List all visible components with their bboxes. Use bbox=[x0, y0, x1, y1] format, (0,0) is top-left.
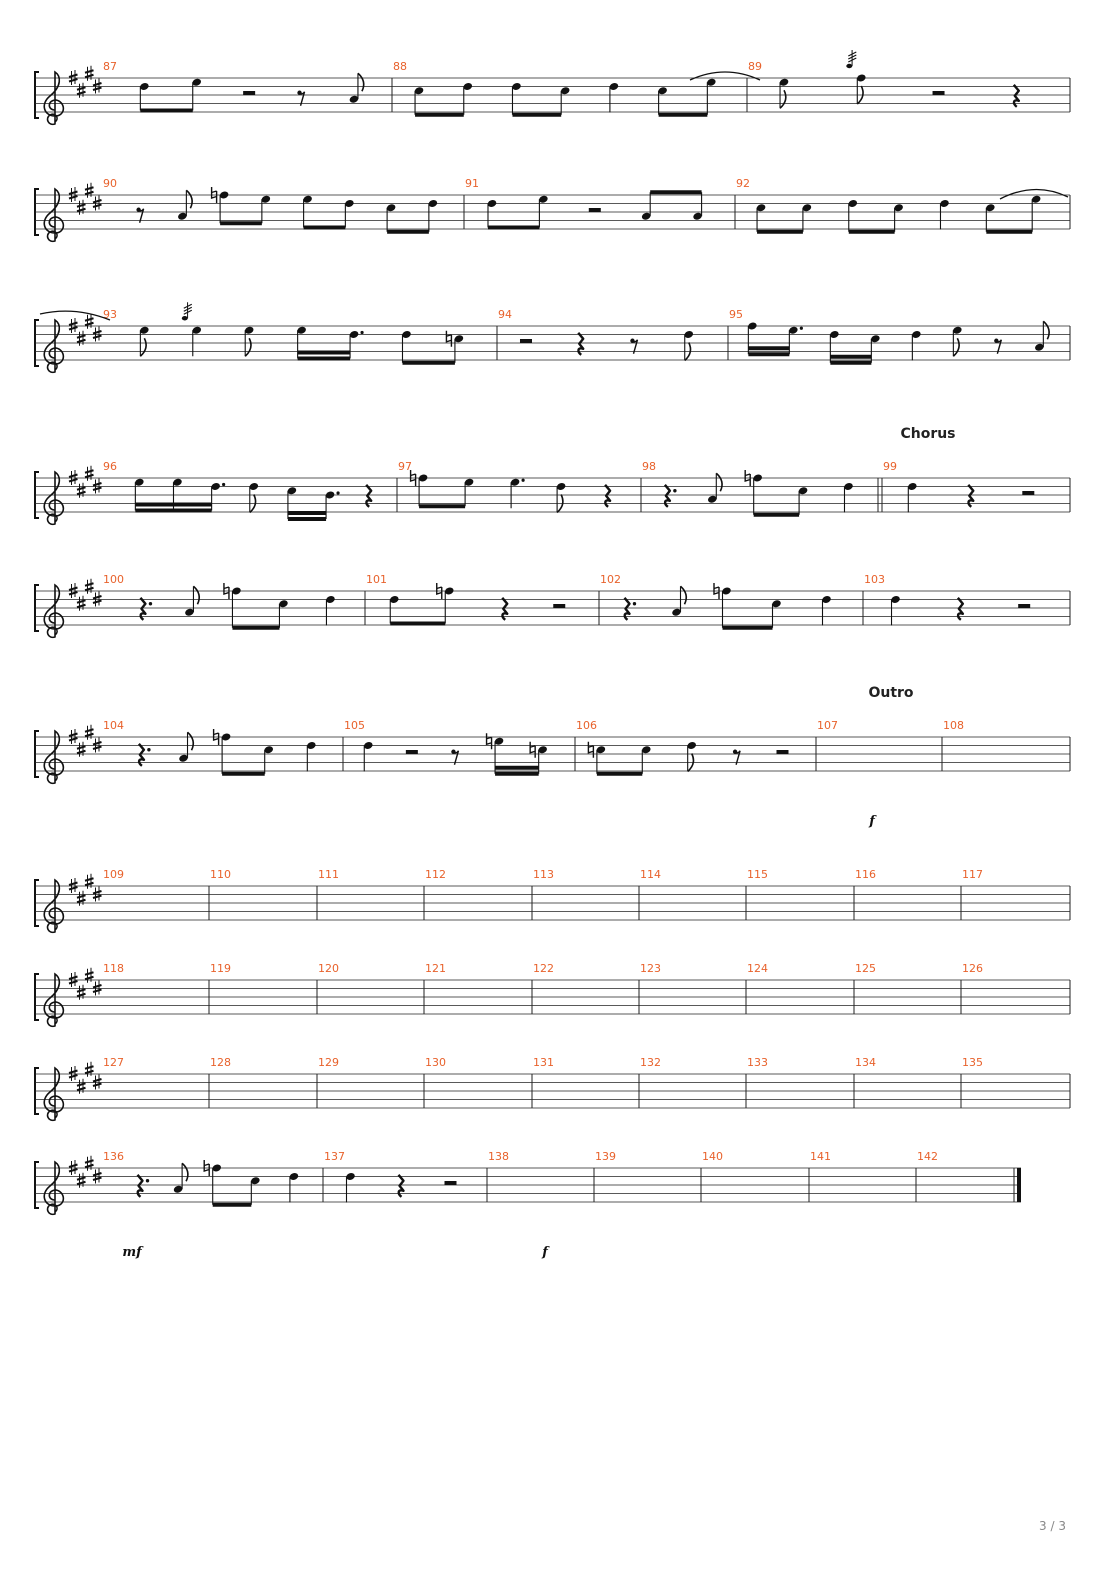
measure-number: 89 bbox=[748, 60, 762, 73]
rest-dot bbox=[147, 748, 150, 751]
key-sharp-icon bbox=[69, 972, 78, 987]
measure-number: 141 bbox=[810, 1150, 831, 1163]
key-sharp-icon bbox=[69, 583, 78, 598]
measure-number: 124 bbox=[747, 962, 768, 975]
grace-slash bbox=[848, 52, 856, 62]
note-dot bbox=[522, 479, 525, 482]
key-sharp-icon bbox=[69, 729, 78, 744]
treble-clef-icon bbox=[44, 72, 63, 124]
measure-number: 122 bbox=[533, 962, 554, 975]
measure-number: 112 bbox=[425, 868, 446, 881]
half-rest bbox=[553, 604, 565, 608]
key-sharp-icon bbox=[69, 70, 78, 85]
note-flag bbox=[358, 73, 364, 91]
key-sharp-icon bbox=[85, 968, 94, 983]
measure-number: 117 bbox=[962, 868, 983, 881]
measure-number: 132 bbox=[640, 1056, 661, 1069]
grace-note bbox=[182, 316, 188, 320]
measure-number: 100 bbox=[103, 573, 124, 586]
staff-system bbox=[35, 868, 1070, 932]
staff-system bbox=[35, 50, 1070, 124]
measure-number: 118 bbox=[103, 962, 124, 975]
measure-number: 133 bbox=[747, 1056, 768, 1069]
key-sharp-icon bbox=[77, 1173, 86, 1188]
key-sharp-icon bbox=[85, 183, 94, 198]
rest-dot bbox=[673, 489, 676, 492]
key-sharp-icon bbox=[93, 1169, 102, 1184]
key-sharp-icon bbox=[77, 742, 86, 757]
measure-number: 90 bbox=[103, 177, 117, 190]
treble-clef-icon bbox=[44, 320, 63, 372]
key-sharp-icon bbox=[77, 200, 86, 215]
key-sharp-icon bbox=[69, 470, 78, 485]
note-dot bbox=[336, 491, 339, 494]
measure-number: 125 bbox=[855, 962, 876, 975]
grace-slash bbox=[184, 304, 192, 314]
measure-number: 139 bbox=[595, 1150, 616, 1163]
note-flag bbox=[780, 90, 786, 108]
measure-number: 107 bbox=[817, 719, 838, 732]
measure-number: 88 bbox=[393, 60, 407, 73]
measure-number: 134 bbox=[855, 1056, 876, 1069]
rest-dot bbox=[633, 602, 636, 605]
measure-number: 105 bbox=[344, 719, 365, 732]
half-rest bbox=[776, 750, 788, 754]
measure-number: 106 bbox=[576, 719, 597, 732]
measure-number: 115 bbox=[747, 868, 768, 881]
section-label: Chorus bbox=[900, 426, 956, 442]
measure-number: 142 bbox=[917, 1150, 938, 1163]
staff-system bbox=[35, 177, 1070, 241]
half-rest bbox=[243, 91, 255, 95]
treble-clef-icon bbox=[44, 731, 63, 783]
key-sharp-icon bbox=[77, 596, 86, 611]
key-sharp-icon bbox=[93, 79, 102, 94]
key-sharp-icon bbox=[85, 66, 94, 81]
measure-number: 136 bbox=[103, 1150, 124, 1163]
measure-number: 94 bbox=[498, 308, 512, 321]
treble-clef-icon bbox=[44, 1068, 63, 1120]
treble-clef-icon bbox=[44, 1162, 63, 1214]
key-sharp-icon bbox=[93, 887, 102, 902]
note-flag bbox=[182, 1163, 188, 1181]
half-rest bbox=[933, 91, 945, 95]
treble-clef-icon bbox=[44, 974, 63, 1026]
key-sharp-icon bbox=[93, 592, 102, 607]
measure-number: 101 bbox=[366, 573, 387, 586]
key-sharp-icon bbox=[69, 318, 78, 333]
key-sharp-icon bbox=[85, 314, 94, 329]
key-sharp-icon bbox=[77, 1079, 86, 1094]
key-sharp-icon bbox=[69, 187, 78, 202]
half-rest bbox=[1018, 604, 1030, 608]
dynamic-marking: f bbox=[542, 1245, 548, 1260]
rest-dot bbox=[146, 1179, 149, 1182]
measure-number: 111 bbox=[318, 868, 339, 881]
staff-system bbox=[35, 573, 1070, 637]
staff-system bbox=[35, 1056, 1070, 1120]
measure-number: 113 bbox=[533, 868, 554, 881]
note-flag bbox=[140, 338, 146, 356]
key-sharp-icon bbox=[93, 196, 102, 211]
measure-number: 95 bbox=[729, 308, 743, 321]
dynamic-marking: mf bbox=[122, 1245, 142, 1260]
half-rest bbox=[445, 1181, 457, 1185]
note-flag bbox=[193, 586, 199, 604]
key-sharp-icon bbox=[77, 891, 86, 906]
measure-number: 87 bbox=[103, 60, 117, 73]
measure-number: 91 bbox=[465, 177, 479, 190]
half-rest bbox=[520, 339, 532, 343]
treble-clef-icon bbox=[44, 189, 63, 241]
note-flag bbox=[953, 338, 959, 356]
dynamic-marking: f bbox=[869, 814, 875, 829]
key-sharp-icon bbox=[77, 83, 86, 98]
measure-number: 102 bbox=[600, 573, 621, 586]
measure-number: 97 bbox=[398, 460, 412, 473]
key-sharp-icon bbox=[77, 331, 86, 346]
key-sharp-icon bbox=[93, 327, 102, 342]
measure-number: 109 bbox=[103, 868, 124, 881]
treble-clef-icon bbox=[44, 880, 63, 932]
key-sharp-icon bbox=[93, 479, 102, 494]
note-flag bbox=[681, 586, 687, 604]
rest-dot bbox=[149, 602, 152, 605]
note-flag bbox=[716, 473, 722, 491]
half-rest bbox=[589, 208, 601, 212]
key-sharp-icon bbox=[69, 1066, 78, 1081]
grace-note bbox=[846, 64, 852, 68]
measure-number: 116 bbox=[855, 868, 876, 881]
note-flag bbox=[188, 732, 194, 750]
natural-icon bbox=[530, 742, 535, 758]
key-sharp-icon bbox=[85, 725, 94, 740]
measure-number: 140 bbox=[702, 1150, 723, 1163]
key-sharp-icon bbox=[93, 738, 102, 753]
treble-clef-icon bbox=[44, 585, 63, 637]
key-sharp-icon bbox=[77, 985, 86, 1000]
half-rest bbox=[1022, 491, 1034, 495]
measure-number: 104 bbox=[103, 719, 124, 732]
measure-number: 120 bbox=[318, 962, 339, 975]
measure-number: 137 bbox=[324, 1150, 345, 1163]
measure-number: 119 bbox=[210, 962, 231, 975]
measure-number: 130 bbox=[425, 1056, 446, 1069]
measure-number: 121 bbox=[425, 962, 446, 975]
measure-number: 114 bbox=[640, 868, 661, 881]
key-sharp-icon bbox=[85, 1062, 94, 1077]
measure-number: 138 bbox=[488, 1150, 509, 1163]
half-rest bbox=[406, 750, 418, 754]
key-sharp-icon bbox=[69, 1160, 78, 1175]
staff-system bbox=[35, 460, 1070, 524]
section-label: Outro bbox=[868, 685, 914, 701]
measure-number: 110 bbox=[210, 868, 231, 881]
key-sharp-icon bbox=[85, 874, 94, 889]
key-sharp-icon bbox=[93, 1075, 102, 1090]
note-flag bbox=[1043, 321, 1049, 339]
measure-number: 98 bbox=[642, 460, 656, 473]
note-flag bbox=[186, 190, 192, 208]
key-sharp-icon bbox=[69, 878, 78, 893]
tie bbox=[690, 72, 760, 80]
key-sharp-icon bbox=[85, 579, 94, 594]
measure-number: 131 bbox=[533, 1056, 554, 1069]
natural-icon bbox=[588, 742, 593, 758]
key-sharp-icon bbox=[85, 466, 94, 481]
measure-number: 93 bbox=[103, 308, 117, 321]
note-dot bbox=[360, 331, 363, 334]
measure-number: 135 bbox=[962, 1056, 983, 1069]
measure-number: 129 bbox=[318, 1056, 339, 1069]
measure-number: 108 bbox=[943, 719, 964, 732]
staff-system bbox=[35, 1150, 1021, 1214]
treble-clef-icon bbox=[44, 472, 63, 524]
natural-icon bbox=[446, 331, 451, 347]
staff-system bbox=[35, 962, 1070, 1026]
key-sharp-icon bbox=[77, 483, 86, 498]
measure-number: 96 bbox=[103, 460, 117, 473]
measure-number: 99 bbox=[883, 460, 897, 473]
note-flag bbox=[245, 338, 251, 356]
staff-system bbox=[35, 719, 1070, 783]
measure-number: 127 bbox=[103, 1056, 124, 1069]
key-sharp-icon bbox=[85, 1156, 94, 1171]
natural-icon bbox=[487, 733, 492, 749]
measure-number: 103 bbox=[864, 573, 885, 586]
note-dot bbox=[222, 483, 225, 486]
measure-number: 92 bbox=[736, 177, 750, 190]
measure-number: 128 bbox=[210, 1056, 231, 1069]
note-dot bbox=[800, 327, 803, 330]
staff-system bbox=[35, 302, 1070, 372]
page-number: 3 / 3 bbox=[1039, 1519, 1066, 1533]
measure-number: 123 bbox=[640, 962, 661, 975]
measure-number: 126 bbox=[962, 962, 983, 975]
key-sharp-icon bbox=[93, 981, 102, 996]
